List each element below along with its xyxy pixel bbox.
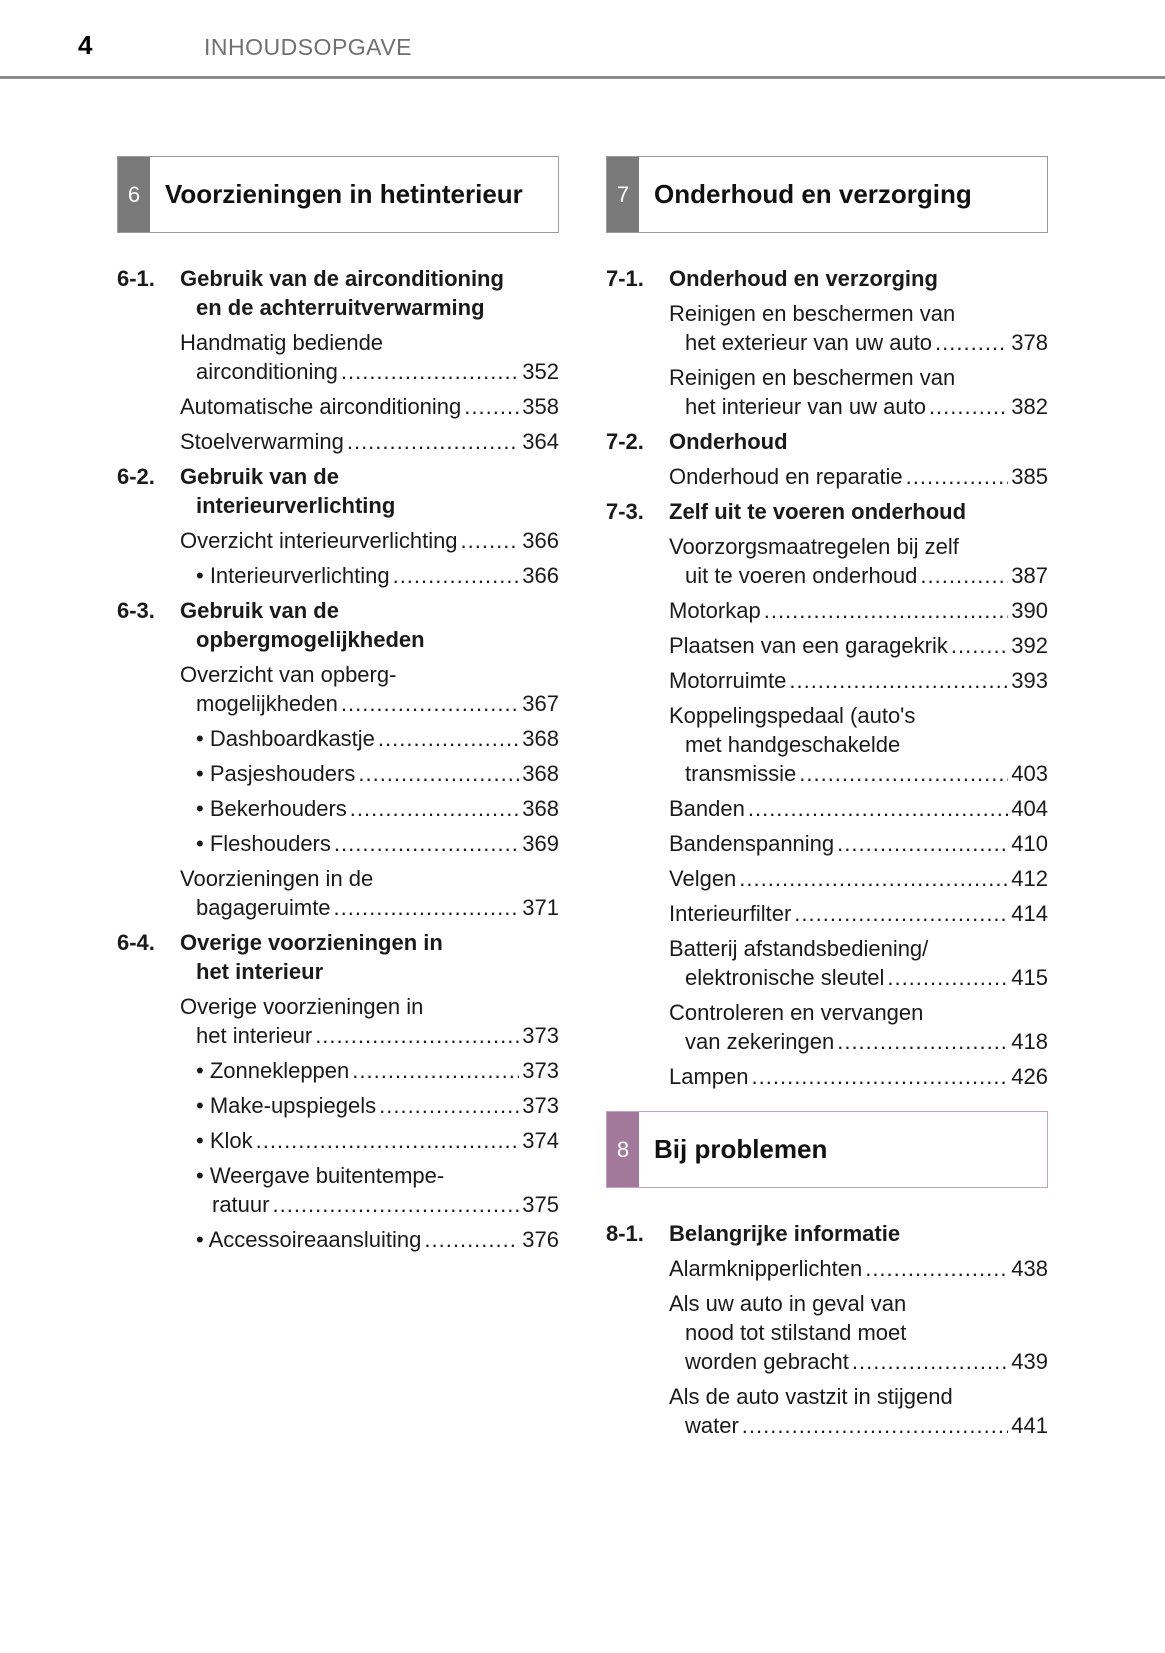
dot-leader (935, 328, 1008, 357)
entry-line (669, 1062, 1048, 1091)
page-number-ref: 441 (1011, 1413, 1048, 1438)
entry-text: Koppelingspedaal (auto's (669, 703, 916, 728)
section-title (669, 497, 1048, 526)
entry-line (669, 1347, 1048, 1376)
page-number-ref: 404 (1011, 796, 1048, 821)
entry-line (669, 1254, 1048, 1283)
dot-leader (461, 526, 520, 555)
chapter-title-line: Bij problemen (654, 1134, 828, 1164)
section-title-line: het interieur (196, 959, 324, 984)
right-column (606, 156, 1048, 1446)
dot-leader (334, 829, 519, 858)
toc-entry[interactable] (180, 864, 559, 922)
dot-leader (272, 1190, 519, 1219)
entry-text: worden gebracht (685, 1349, 849, 1374)
entry-line (669, 392, 1048, 421)
chapter-header[interactable] (606, 1111, 1048, 1188)
section-title (669, 427, 1048, 456)
header-rule (0, 76, 1165, 79)
entry-line (669, 1289, 1048, 1318)
chapter-title (639, 1112, 827, 1187)
page-number-ref: 367 (522, 691, 559, 716)
entry-text: Overige voorzieningen in (180, 994, 424, 1019)
section-title-line: en de achterruitverwarming (196, 295, 485, 320)
page-number-ref: 439 (1011, 1349, 1048, 1374)
entry-line (669, 864, 1048, 893)
dot-leader (929, 392, 1008, 421)
toc-entry[interactable] (669, 934, 1048, 992)
dot-leader (334, 893, 520, 922)
entry-text: Plaatsen van een garagekrik (669, 633, 948, 658)
entry-text: Alarmknipperlichten (669, 1256, 863, 1281)
toc-section[interactable] (606, 427, 1048, 456)
entry-line (669, 666, 1048, 695)
page-number-ref: 373 (522, 1093, 559, 1118)
toc-entry[interactable] (180, 660, 559, 718)
entry-text: uit te voeren onderhoud (685, 563, 918, 588)
toc-entry[interactable] (669, 899, 1048, 928)
toc-entry[interactable] (669, 666, 1048, 695)
entry-line (669, 899, 1048, 928)
entry-line (669, 998, 1048, 1027)
toc-entry[interactable] (196, 724, 559, 753)
dot-leader (887, 963, 1008, 992)
dot-leader (464, 392, 519, 421)
entry-line (196, 759, 559, 788)
entry-text: • Fleshouders (196, 831, 331, 856)
entry-text: van zekeringen (685, 1029, 835, 1054)
entry-text: water (685, 1413, 739, 1438)
toc-entry[interactable] (669, 299, 1048, 357)
entry-text: Bandenspanning (669, 831, 835, 856)
toc-list (606, 1219, 1048, 1440)
toc-entry[interactable] (196, 561, 559, 590)
entry-text: Reinigen en beschermen van (669, 365, 956, 390)
dot-leader (789, 666, 1008, 695)
entry-text: • Pasjeshouders (196, 761, 356, 786)
toc-entry[interactable] (669, 794, 1048, 823)
page-number-ref: 369 (522, 831, 559, 856)
entry-line (196, 1126, 559, 1155)
dot-leader (951, 631, 1008, 660)
entry-line (669, 363, 1048, 392)
entry-line (669, 561, 1048, 590)
dot-leader (906, 462, 1009, 491)
page-number-ref: 368 (522, 726, 559, 751)
dot-leader (852, 1347, 1008, 1376)
entry-line (196, 1161, 559, 1190)
toc-entry[interactable] (196, 1225, 559, 1254)
dot-leader (799, 759, 1008, 788)
chapter-7 (606, 156, 1048, 1091)
chapter-number-tab: 8 (607, 1112, 639, 1187)
section-title-line: opbergmogelijkheden (196, 627, 425, 652)
page-number-ref: 366 (522, 563, 559, 588)
page-number-ref: 375 (522, 1192, 559, 1217)
entry-line (180, 328, 559, 357)
section-number: 6-2. (117, 464, 155, 489)
entry-text: Overzicht interieurverlichting (180, 528, 458, 553)
entry-line (669, 934, 1048, 963)
page-number-ref: 368 (522, 796, 559, 821)
entry-text: • Bekerhouders (196, 796, 347, 821)
section-number: 7-3. (606, 499, 644, 524)
page-number-ref: 390 (1011, 598, 1048, 623)
toc-section[interactable] (117, 596, 559, 654)
page-number-ref: 415 (1011, 965, 1048, 990)
section-title-line: Onderhoud (669, 429, 788, 454)
entry-line (180, 689, 559, 718)
toc-entry[interactable] (669, 1289, 1048, 1376)
entry-line (669, 759, 1048, 788)
entry-text: airconditioning (196, 359, 338, 384)
toc-entry[interactable] (196, 1056, 559, 1085)
entry-line (180, 660, 559, 689)
section-number: 7-2. (606, 429, 644, 454)
entry-text: Banden (669, 796, 745, 821)
entry-text: Overzicht van opberg- (180, 662, 397, 687)
dot-leader (739, 864, 1008, 893)
toc-entry[interactable] (669, 1254, 1048, 1283)
chapter-title (639, 157, 972, 232)
toc-entry[interactable] (196, 1091, 559, 1120)
chapter-6 (117, 156, 559, 1254)
toc-entry[interactable] (196, 794, 559, 823)
section-title-line: interieurverlichting (196, 493, 396, 518)
toc-section[interactable] (117, 928, 559, 986)
entry-text: • Accessoireaansluiting (196, 1227, 422, 1252)
entry-text: Voorzorgsmaatregelen bij zelf (669, 534, 959, 559)
section-title-line: Gebruik van de airconditioning (180, 266, 504, 291)
entry-text: • Interieurverlichting (196, 563, 390, 588)
entry-text: Handmatig bediende (180, 330, 384, 355)
entry-line (669, 829, 1048, 858)
toc-section[interactable] (117, 264, 559, 322)
running-head: INHOUDSOPGAVE (204, 34, 412, 60)
toc-entry[interactable] (180, 328, 559, 386)
page-number-ref: 371 (522, 895, 559, 920)
chapter-number-tab: 6 (118, 157, 150, 232)
dot-leader (379, 1091, 519, 1120)
entry-text: Motorruimte (669, 668, 787, 693)
entry-text: Als de auto vastzit in stijgend (669, 1384, 953, 1409)
dot-leader (350, 794, 519, 823)
section-number: 7-1. (606, 266, 644, 291)
toc-entry[interactable] (669, 1062, 1048, 1091)
entry-text: ratuur (212, 1192, 270, 1217)
dot-leader (764, 596, 1009, 625)
toc-entry[interactable] (180, 392, 559, 421)
entry-text: Controleren en vervangen (669, 1000, 924, 1025)
entry-line (669, 963, 1048, 992)
page-number-ref: 358 (522, 394, 559, 419)
entry-line (669, 1382, 1048, 1411)
entry-line (180, 1021, 559, 1050)
toc-entry[interactable] (669, 462, 1048, 491)
entry-text: Automatische airconditioning (180, 394, 462, 419)
entry-text: Stoelverwarming (180, 429, 344, 454)
chapter-header[interactable] (606, 156, 1048, 233)
section-number: 6-1. (117, 266, 155, 291)
dot-leader (358, 759, 519, 788)
entry-text: transmissie (685, 761, 797, 786)
dot-leader (742, 1411, 1008, 1440)
dot-leader (352, 1056, 519, 1085)
page-number-ref: 366 (522, 528, 559, 553)
toc-entry[interactable] (669, 631, 1048, 660)
entry-text: Voorzieningen in de (180, 866, 374, 891)
entry-line (180, 992, 559, 1021)
entry-text: elektronische sleutel (685, 965, 885, 990)
entry-line (196, 829, 559, 858)
toc-entry[interactable] (669, 532, 1048, 590)
toc-entry[interactable] (180, 427, 559, 456)
entry-text: het interieur van uw auto (685, 394, 926, 419)
page-number-ref: 374 (522, 1128, 559, 1153)
dot-leader (393, 561, 520, 590)
page-number-ref: 418 (1011, 1029, 1048, 1054)
dot-leader (424, 1225, 519, 1254)
dot-leader (865, 1254, 1008, 1283)
toc-entry[interactable] (180, 526, 559, 555)
page-number-ref: 426 (1011, 1064, 1048, 1089)
entry-line (196, 561, 559, 590)
section-number: 6-4. (117, 930, 155, 955)
entry-text: Onderhoud en reparatie (669, 464, 903, 489)
dot-leader (341, 357, 519, 386)
toc-section[interactable] (606, 264, 1048, 293)
toc-entry[interactable] (196, 829, 559, 858)
section-title (180, 264, 559, 322)
toc-entry[interactable] (669, 701, 1048, 788)
entry-text: Interieurfilter (669, 901, 792, 926)
dot-leader (378, 724, 519, 753)
page-number-ref: 412 (1011, 866, 1048, 891)
dot-leader (752, 1062, 1009, 1091)
entry-text: • Dashboardkastje (196, 726, 375, 751)
toc-entry[interactable] (669, 864, 1048, 893)
page-number-ref: 373 (522, 1058, 559, 1083)
dot-leader (920, 561, 1008, 590)
entry-text: Als uw auto in geval van (669, 1291, 907, 1316)
page-number-ref: 438 (1011, 1256, 1048, 1281)
section-title (669, 264, 1048, 293)
entry-text: Velgen (669, 866, 737, 891)
toc-entry[interactable] (669, 1382, 1048, 1440)
entry-line (669, 1411, 1048, 1440)
entry-line (180, 893, 559, 922)
toc-section[interactable] (117, 462, 559, 520)
section-title (180, 462, 559, 520)
section-number: 6-3. (117, 598, 155, 623)
section-number: 8-1. (606, 1221, 644, 1246)
toc-list (606, 264, 1048, 1091)
section-title-line: Gebruik van de (180, 598, 339, 623)
dot-leader (341, 689, 519, 718)
page-number-ref: 352 (522, 359, 559, 384)
entry-line (669, 631, 1048, 660)
left-column (117, 156, 559, 1260)
page-number-ref: 387 (1011, 563, 1048, 588)
chapter-title (150, 157, 523, 232)
entry-text: nood tot stilstand moet (685, 1320, 907, 1345)
dot-leader (347, 427, 519, 456)
entry-line (669, 462, 1048, 491)
section-title-line: Zelf uit te voeren onderhoud (669, 499, 967, 524)
section-title-line: Onderhoud en verzorging (669, 266, 938, 291)
page-number-ref: 373 (522, 1023, 559, 1048)
entry-line (196, 1056, 559, 1085)
entry-line (669, 299, 1048, 328)
toc-section[interactable] (606, 1219, 1048, 1248)
entry-line (196, 1091, 559, 1120)
page-number-ref: 364 (522, 429, 559, 454)
page-number-ref: 385 (1011, 464, 1048, 489)
section-title (180, 928, 559, 986)
entry-text: het exterieur van uw auto (685, 330, 933, 355)
page-number-ref: 414 (1011, 901, 1048, 926)
page-number-ref: 368 (522, 761, 559, 786)
chapter-title-line: Onderhoud en verzorging (654, 179, 972, 209)
entry-text: Lampen (669, 1064, 749, 1089)
toc-entry[interactable] (196, 1126, 559, 1155)
dot-leader (256, 1126, 520, 1155)
entry-line (669, 730, 1048, 759)
entry-text: Reinigen en beschermen van (669, 301, 956, 326)
entry-text: het interieur (196, 1023, 313, 1048)
page-number-ref: 393 (1011, 668, 1048, 693)
entry-line (669, 596, 1048, 625)
entry-line (196, 1225, 559, 1254)
section-title (669, 1219, 1048, 1248)
toc-list (117, 264, 559, 1254)
entry-line (196, 1190, 559, 1219)
entry-line (669, 328, 1048, 357)
toc-entry[interactable] (669, 829, 1048, 858)
entry-line (180, 357, 559, 386)
entry-line (196, 724, 559, 753)
entry-text: • Klok (196, 1128, 253, 1153)
section-title (180, 596, 559, 654)
entry-line (669, 1318, 1048, 1347)
entry-text: • Weergave buitentempe- (196, 1163, 445, 1188)
dot-leader (315, 1021, 519, 1050)
page-number-ref: 403 (1011, 761, 1048, 786)
entry-line (180, 427, 559, 456)
toc-entry[interactable] (196, 1161, 559, 1219)
entry-line (669, 532, 1048, 561)
entry-line (669, 1027, 1048, 1056)
entry-line (196, 794, 559, 823)
entry-line (180, 526, 559, 555)
entry-text: Batterij afstandsbediening/ (669, 936, 929, 961)
section-title-line: Overige voorzieningen in (180, 930, 443, 955)
entry-text: met handgeschakelde (685, 732, 901, 757)
dot-leader (794, 899, 1008, 928)
chapter-title-line: interieur (418, 179, 523, 209)
page-number-ref: 410 (1011, 831, 1048, 856)
section-title-line: Gebruik van de (180, 464, 339, 489)
dot-leader (837, 829, 1008, 858)
section-title-line: Belangrijke informatie (669, 1221, 901, 1246)
entry-text: bagageruimte (196, 895, 331, 920)
toc-entry[interactable] (196, 759, 559, 788)
toc-entry[interactable] (669, 363, 1048, 421)
chapter-8 (606, 1111, 1048, 1440)
entry-line (669, 794, 1048, 823)
entry-text: • Make-upspiegels (196, 1093, 377, 1118)
chapter-number-tab: 7 (607, 157, 639, 232)
dot-leader (837, 1027, 1008, 1056)
toc-section[interactable] (606, 497, 1048, 526)
dot-leader (748, 794, 1008, 823)
entry-text: • Zonnekleppen (196, 1058, 350, 1083)
toc-entry[interactable] (180, 992, 559, 1050)
entry-line (180, 864, 559, 893)
page-number-ref: 376 (522, 1227, 559, 1252)
entry-text: mogelijkheden (196, 691, 338, 716)
toc-entry[interactable] (669, 596, 1048, 625)
page-number-ref: 382 (1011, 394, 1048, 419)
page-number-ref: 392 (1011, 633, 1048, 658)
toc-entry[interactable] (669, 998, 1048, 1056)
page-header (0, 0, 1165, 82)
chapter-title-line: Voorzieningen in het (165, 179, 419, 209)
page-number-ref: 378 (1011, 330, 1048, 355)
page-number: 4 (78, 30, 93, 60)
chapter-header[interactable] (117, 156, 559, 233)
entry-line (180, 392, 559, 421)
entry-line (669, 701, 1048, 730)
entry-text: Motorkap (669, 598, 761, 623)
